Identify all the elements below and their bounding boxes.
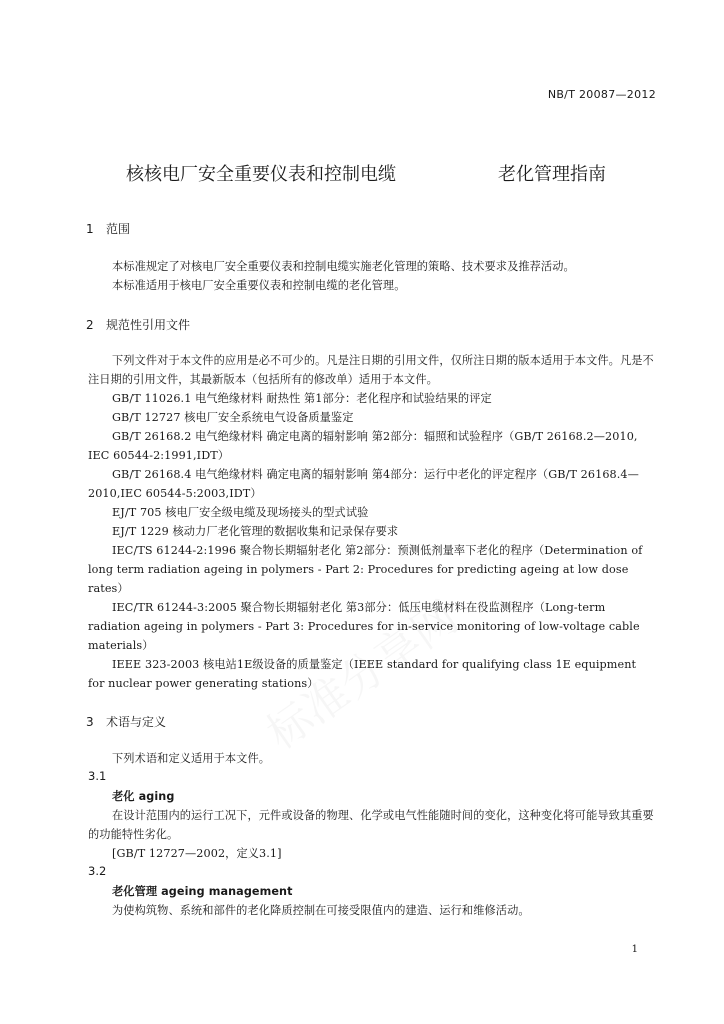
section-3-heading: 3 术语与定义	[86, 715, 167, 729]
reference-item: IEC/TR 61244-3:2005 聚合物长期辐射老化 第3部分：低压电缆材料在役监测程序（Long-term radiation ageing in polymers - Part 3: Procedures for in-service monitoring of low-voltage cable materials）	[88, 601, 640, 652]
term-definition: 为使构筑物、系统和部件的老化降质控制在可接受限值内的建造、运行和维修活动。	[112, 904, 530, 917]
reference-item: GB/T 26168.4 电气绝缘材料 确定电离的辐射影响 第4部分：运行中老化的评定程序（GB/T 26168.4—2010,IEC 60544-5:2003,IDT）	[88, 468, 639, 500]
term-definition: 在设计范围内的运行工况下，元件或设备的物理、化学或电气性能随时间的变化，这种变化将可能导致其重要的功能特性劣化。	[88, 809, 654, 841]
reference-item: GB/T 26168.2 电气绝缘材料 确定电离的辐射影响 第2部分：辐照和试验程序（GB/T 26168.2—2010, IEC 60544-2:1991,IDT）	[88, 430, 638, 462]
section-1-para-2: 本标准适用于核电厂安全重要仪表和控制电缆的老化管理。	[112, 279, 406, 292]
section-1-para-1: 本标准规定了对核电厂安全重要仪表和控制电缆实施老化管理的策略、技术要求及推荐活动。	[112, 260, 575, 273]
standard-code: NB/T 20087—2012	[547, 88, 656, 101]
term-title: 老化管理 ageing management	[112, 885, 293, 898]
term-number: 3.1	[88, 769, 107, 783]
section-2-intro: 下列文件对于本文件的应用是必不可少的。凡是注日期的引用文件，仅所注日期的版本适用于本文件。凡是不注日期的引用文件，其最新版本（包括所有的修改单）适用于本文件。	[88, 354, 654, 386]
term-source: [GB/T 12727—2002，定义3.1]	[112, 847, 282, 860]
section-3-intro: 下列术语和定义适用于本文件。	[112, 752, 271, 765]
reference-item: EJ/T 705 核电厂安全级电缆及现场接头的型式试验	[112, 506, 369, 519]
section-1-heading: 1 范围	[86, 222, 131, 236]
page-number: 1	[631, 944, 638, 955]
section-2-heading: 2 规范性引用文件	[86, 318, 191, 332]
reference-item: GB/T 11026.1 电气绝缘材料 耐热性 第1部分：老化程序和试验结果的评定	[112, 392, 492, 405]
reference-item: GB/T 12727 核电厂安全系统电气设备质量鉴定	[112, 411, 354, 424]
reference-item: IEEE 323-2003 核电站1E级设备的质量鉴定（IEEE standard for qualifying class 1E equipment for nuclear power generating stations）	[88, 658, 637, 690]
reference-item: IEC/TS 61244-2:1996 聚合物长期辐射老化 第2部分：预测低剂量率下老化的程序（Determination of long term radiation ageing in polymers - Part 2: Procedures for predicting ageing at low dose rates）	[88, 544, 643, 595]
reference-item: EJ/T 1229 核动力厂老化管理的数据收集和记录保存要求	[112, 525, 399, 538]
term-title: 老化 aging	[112, 790, 175, 803]
title-part-1: 核核电厂安全重要仪表和控制电缆	[126, 164, 396, 185]
title-part-2: 老化管理指南	[498, 164, 606, 185]
term-number: 3.2	[88, 864, 107, 878]
